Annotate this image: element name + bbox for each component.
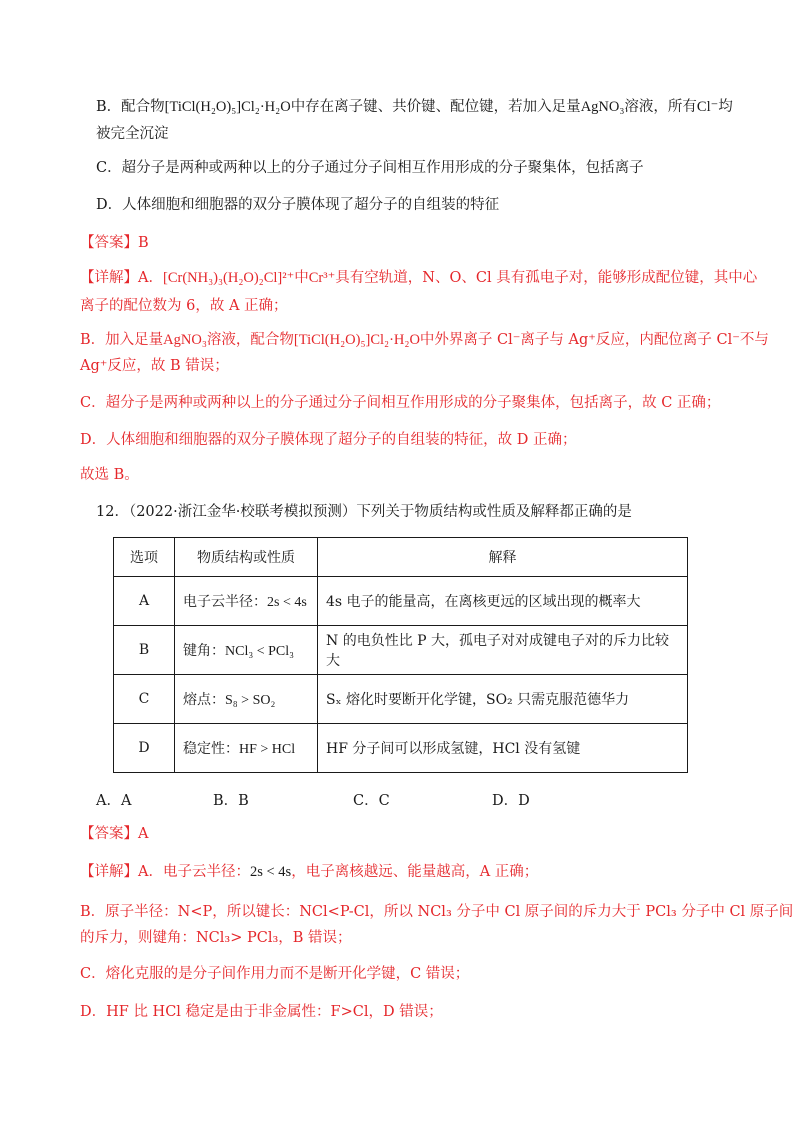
table-header: 解释 — [318, 538, 688, 577]
table-row — [114, 577, 688, 626]
choice-d: D．D — [492, 793, 530, 809]
explain-1-b-line2: Ag⁺反应，故 B 错误； — [80, 358, 229, 374]
explain-1-a-line2: 离子的配位数为 6，故 A 正确； — [80, 298, 288, 314]
option-b-line2: 被完全沉淀 — [96, 126, 169, 142]
table-cell-option: B — [114, 626, 175, 675]
table-row — [114, 675, 688, 724]
table-header: 选项 — [114, 538, 175, 577]
choice-c: C．C — [353, 793, 390, 809]
explain-1-conclusion: 故选 B。 — [80, 467, 139, 483]
explain-1-d: D．人体细胞和细胞器的双分子膜体现了超分子的自组装的特征，故 D 正确； — [80, 432, 577, 448]
explain-2-c: C．熔化克服的是分子间作用力而不是断开化学键，C 错误； — [80, 966, 470, 982]
question-12-stem: 12．（2022·浙江金华·校联考模拟预测）下列关于物质结构或性质及解释都正确的是 — [96, 504, 632, 520]
option-c: C．超分子是两种或两种以上的分子通过分子间相互作用形成的分子聚集体，包括离子 — [96, 160, 644, 176]
table-cell-property: 电子云半径：2s < 4s — [175, 577, 318, 626]
option-d: D．人体细胞和细胞器的双分子膜体现了超分子的自组装的特征 — [96, 197, 500, 213]
table-row — [114, 626, 688, 675]
option-b-line1: B．配合物[TiCl(H₂O)₅]Cl₂·H₂O中存在离子键、共价键、配位键，若加入足量AgNO₃溶液，所有Cl⁻均 — [96, 99, 733, 115]
explain-2-b-line2: 的斥力，则键角：NCl₃> PCl₃，B 错误； — [80, 930, 352, 946]
table-cell-option: D — [114, 724, 175, 773]
explain-2-d: D．HF 比 HCl 稳定是由于非金属性：F>Cl，D 错误； — [80, 1004, 443, 1020]
table-cell-property: 稳定性：HF > HCl — [175, 724, 318, 773]
table-cell-option: C — [114, 675, 175, 724]
table-cell-property: 键角：NCl₃ < PCl₃ — [175, 626, 318, 675]
table-cell-explanation: HF 分子间可以形成氢键，HCl 没有氢键 — [318, 724, 688, 773]
explain-2-a: 【详解】A．电子云半径：2s < 4s，电子离核越远、能量越高，A 正确； — [80, 864, 539, 880]
explain-1-b-line1: B．加入足量AgNO₃溶液，配合物[TiCl(H₂O)₅]Cl₂·H₂O中外界离子 Cl⁻离子与 Ag⁺反应，内配位离子 Cl⁻不与 — [80, 332, 769, 348]
table-cell-explanation: Sₓ 熔化时要断开化学键，SO₂ 只需克服范德华力 — [318, 675, 688, 724]
table-cell-option: A — [114, 577, 175, 626]
table-header-row — [114, 538, 688, 577]
table-cell-explanation: N 的电负性比 P 大，孤电子对对成键电子对的斥力比较大 — [318, 626, 688, 675]
question-12-table — [113, 537, 688, 773]
explain-1-a-line1: 【详解】A．[Cr(NH₃)₃(H₂O)₂Cl]²⁺中Cr³⁺具有空轨道，N、O、Cl 具有孤电子对，能够形成配位键，其中心 — [80, 270, 758, 286]
table-header: 物质结构或性质 — [175, 538, 318, 577]
table-row — [114, 724, 688, 773]
explain-2-b-line1: B．原子半径：N<P，所以键长：NCl<P-Cl，所以 NCl₃ 分子中 Cl 原子间的斥力大于 PCl₃ 分子中 Cl 原子间 — [80, 904, 794, 920]
choice-a: A．A — [96, 793, 132, 809]
answer-1: 【答案】B — [80, 235, 149, 251]
table-cell-property: 熔点：S₈ > SO₂ — [175, 675, 318, 724]
answer-2: 【答案】A — [80, 826, 149, 842]
explain-1-c: C．超分子是两种或两种以上的分子通过分子间相互作用形成的分子聚集体，包括离子，故 C 正确； — [80, 395, 721, 411]
choice-b: B．B — [213, 793, 249, 809]
table-cell-explanation: 4s 电子的能量高，在离核更远的区域出现的概率大 — [318, 577, 688, 626]
